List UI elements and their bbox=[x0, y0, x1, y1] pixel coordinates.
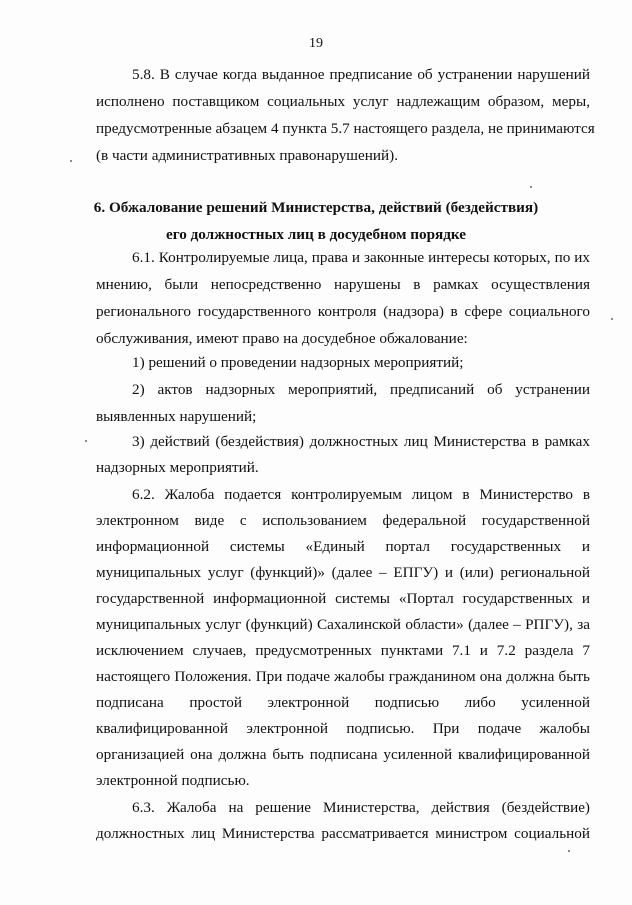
scan-speck bbox=[85, 440, 87, 442]
scan-speck bbox=[611, 318, 613, 320]
text-line: муниципальных услуг (функций) Сахалинской области» (далее – РПГУ), за bbox=[96, 616, 590, 633]
text-line: исключением случаев, предусмотренных пунктами 7.1 и 7.2 раздела 7 bbox=[96, 642, 590, 659]
text-line: предусмотренные абзацем 4 пункта 5.7 настоящего раздела, не принимаются bbox=[96, 120, 595, 137]
text-line: 5.8. В случае когда выданное предписание об устранении нарушений bbox=[132, 66, 590, 83]
scan-speck bbox=[530, 186, 532, 188]
text-line: обслуживания, имеют право на досудебное обжалование: bbox=[96, 330, 468, 347]
list-item: 2) актов надзорных мероприятий, предписаний об устранении bbox=[132, 381, 590, 398]
text-line: (в части административных правонарушений). bbox=[96, 147, 398, 164]
scan-speck bbox=[568, 850, 570, 852]
text-line: выявленных нарушений; bbox=[96, 408, 257, 425]
text-line: организацией она должна быть подписана усиленной квалифицированной bbox=[96, 746, 590, 763]
section-heading: 6. Обжалование решений Министерства, действий (бездействия) bbox=[93, 199, 539, 216]
text-line: государственной информационной системы «Портал государственных и bbox=[96, 590, 590, 607]
text-line: квалифицированной электронной подписью. При подаче жалобы bbox=[96, 720, 590, 737]
list-item: 3) действий (бездействия) должностных лиц Министерства в рамках bbox=[132, 433, 590, 450]
text-line: 6.2. Жалоба подается контролируемым лицом в Министерство в bbox=[132, 486, 590, 503]
list-item: 1) решений о проведении надзорных мероприятий; bbox=[132, 354, 464, 371]
text-line: должностных лиц Министерства рассматривается министром социальной bbox=[96, 825, 590, 842]
text-line: электронной подписью. bbox=[96, 772, 250, 789]
text-line: мнению, были непосредственно нарушены в рамках осуществления bbox=[96, 276, 590, 293]
text-line: настоящего Положения. При подаче жалобы гражданином она должна быть bbox=[96, 668, 590, 685]
text-line: информационной системы «Единый портал государственных и bbox=[96, 538, 590, 555]
scan-speck bbox=[70, 160, 72, 162]
text-line: муниципальных услуг (функций)» (далее – ЕПГУ) и (или) региональной bbox=[96, 564, 590, 581]
text-line: 6.1. Контролируемые лица, права и законные интересы которых, по их bbox=[132, 249, 590, 266]
page-number: 19 bbox=[309, 36, 323, 51]
text-line: подписана простой электронной подписью либо усиленной bbox=[96, 694, 590, 711]
text-line: надзорных мероприятий. bbox=[96, 459, 259, 476]
text-line: регионального государственного контроля (надзора) в сфере социального bbox=[96, 303, 590, 320]
text-line: исполнено поставщиком социальных услуг надлежащим образом, меры, bbox=[96, 93, 590, 110]
section-heading: его должностных лиц в досудебном порядке bbox=[165, 226, 467, 243]
text-line: 6.3. Жалоба на решение Министерства, действия (бездействие) bbox=[132, 799, 590, 816]
text-line: электронном виде с использованием федеральной государственной bbox=[96, 512, 590, 529]
